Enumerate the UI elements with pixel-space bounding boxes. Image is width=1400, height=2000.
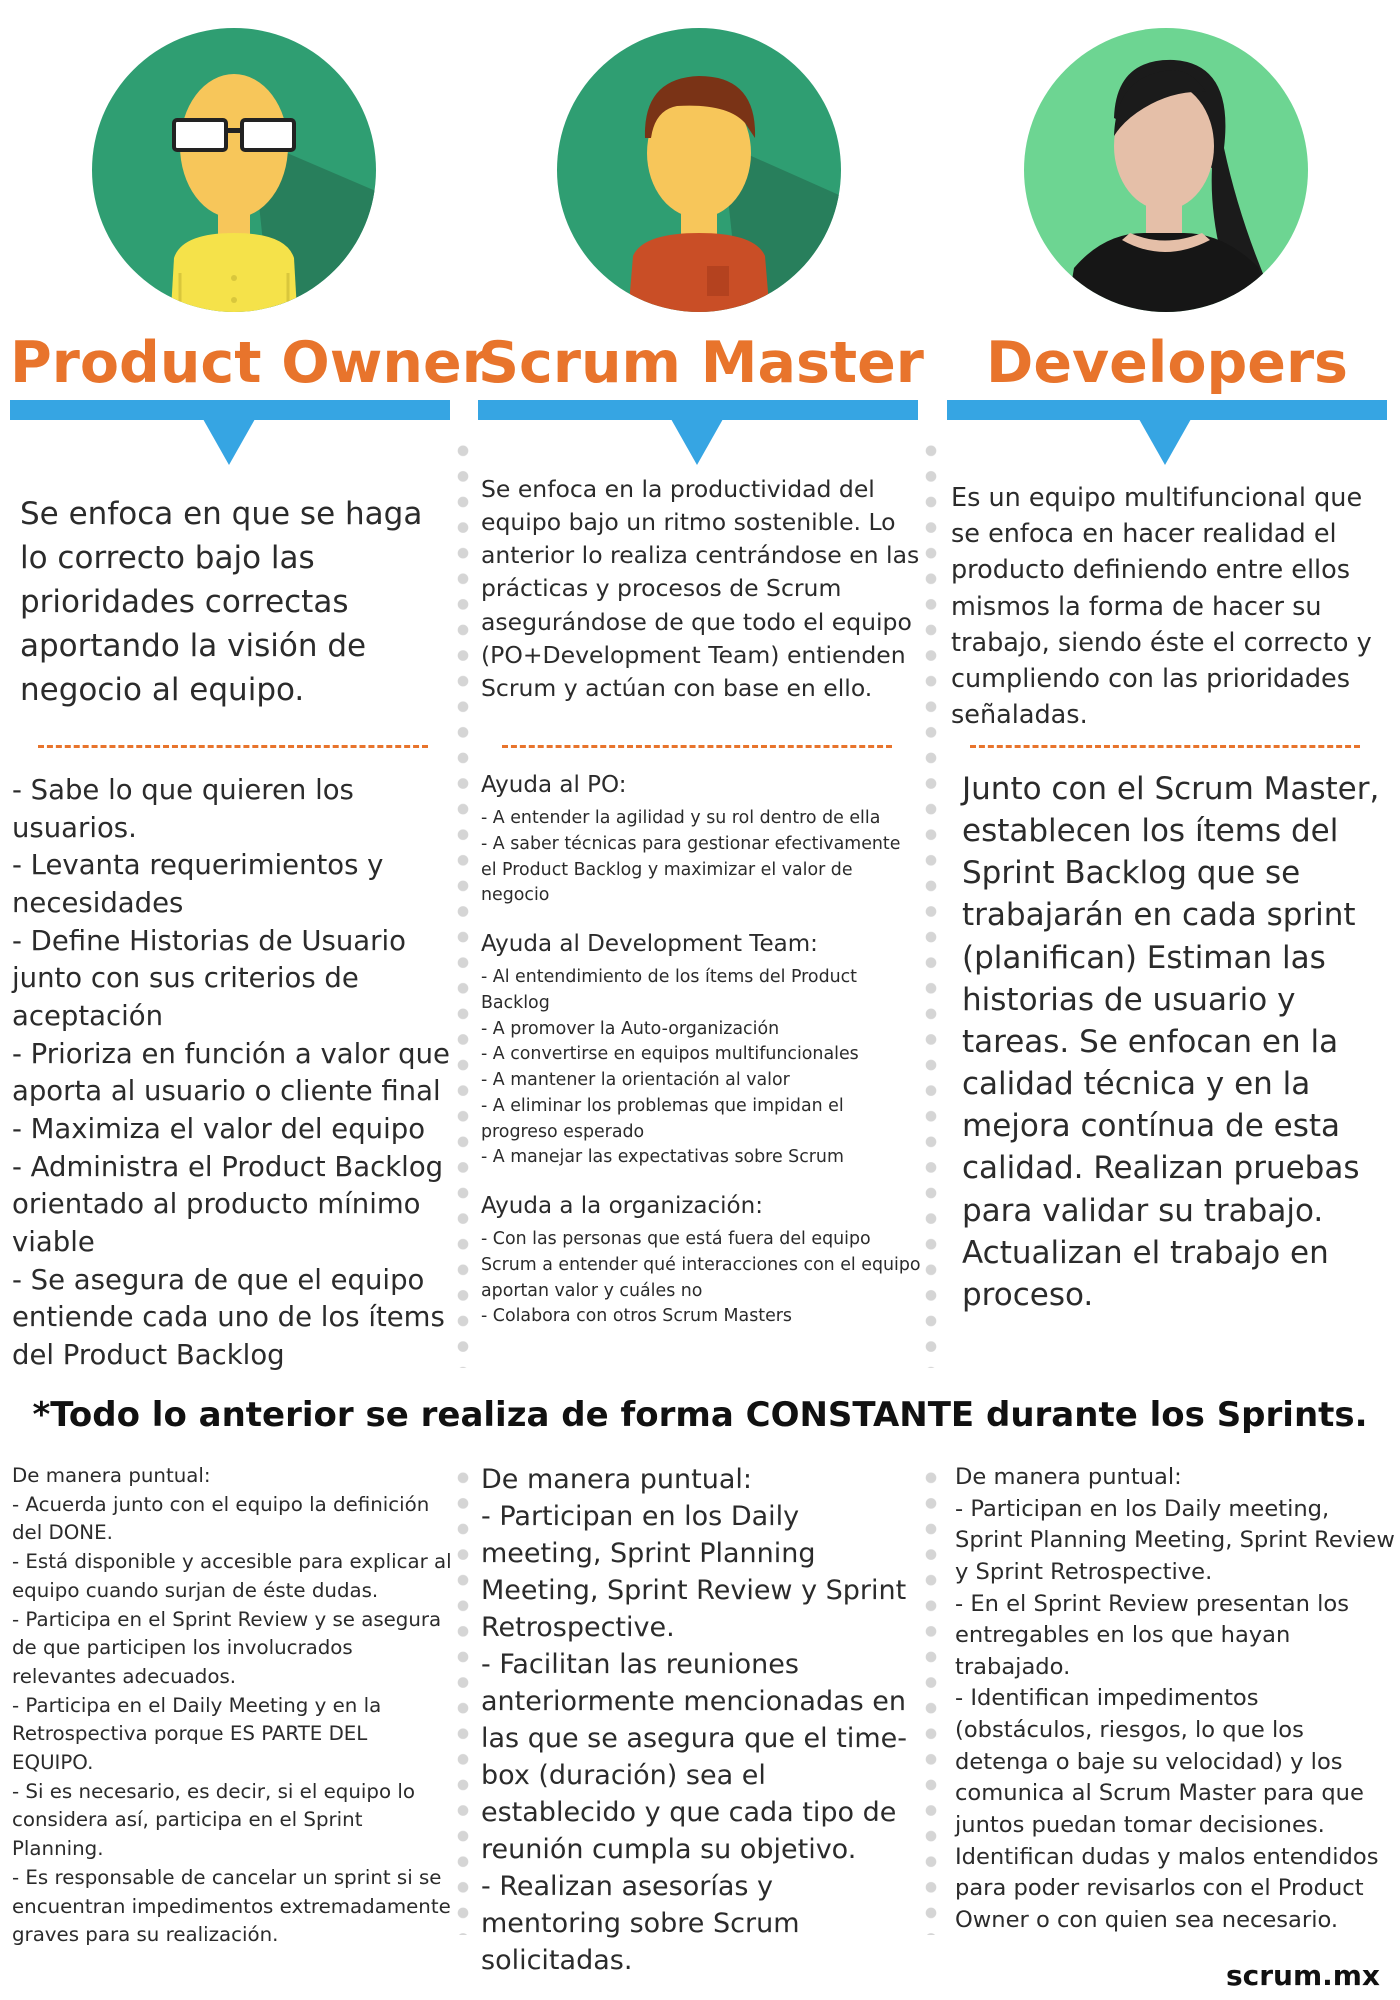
list-item: - A mantener la orientación al valor — [481, 1070, 790, 1090]
list-item: - A manejar las expectativas sobre Scrum — [481, 1147, 844, 1168]
dotted-divider — [924, 438, 938, 1368]
dashed-separator — [970, 745, 1360, 748]
list-item: - Al entendimiento de los ítems del Product Backlog — [481, 967, 858, 1013]
pointer-triangle — [671, 419, 723, 465]
person-male-icon — [557, 28, 841, 312]
product-owner-title: Product Owner — [10, 330, 490, 396]
help-group — [481, 1193, 921, 1330]
person-female-icon — [1024, 28, 1308, 312]
developers-avatar — [1024, 28, 1308, 312]
list-item: - Se asegura de que el equipo entiende cada uno de los ítems del Product Backlog — [12, 1263, 445, 1372]
list-item: - Acuerda junto con el equipo la definición del DONE. — [12, 1492, 430, 1545]
list-item: - Realizan asesorías y mentoring sobre Scrum solicitadas. — [481, 1870, 800, 1976]
list-item: - Participan en los Daily meeting, Sprint Planning Meeting, Sprint Review y Sprint Retrospective. — [955, 1495, 1395, 1585]
list-item: - A saber técnicas para gestionar efectivamente el Product Backlog y maximizar el valor de negocio — [481, 833, 901, 906]
section-heading: De manera puntual: — [481, 1464, 752, 1495]
product-owner-intro: Se enfoca en que se haga lo correcto bajo las prioridades correctas aportando la visión de negocio al equipo. — [20, 496, 423, 709]
list-item: - A entender la agilidad y su rol dentro de ella — [481, 808, 881, 828]
list-item: - A eliminar los problemas que impidan el progreso esperado — [481, 1095, 844, 1142]
scrum-master-title: Scrum Master — [478, 330, 924, 396]
pointer-triangle — [1139, 419, 1191, 465]
dotted-divider — [456, 1465, 470, 1935]
list-item: - Sabe lo que quieren los usuarios. — [12, 774, 354, 844]
scrum-master-help — [481, 772, 921, 1352]
list-item: - Facilitan las reuniones anteriormente mencionadas en las que se asegura que el time-box (duración) sea el establecido y que cada tipo de reunión cumpla su objetivo. — [481, 1648, 907, 1865]
brand-logo-text[interactable]: scrum.mx — [1225, 1959, 1380, 1992]
list-item: - Colabora con otros Scrum Masters — [481, 1306, 792, 1327]
list-item: - Define Historias de Usuario junto con sus criterios de aceptación — [12, 924, 406, 1033]
dotted-divider — [456, 438, 470, 1368]
help-heading: Ayuda al PO: — [481, 772, 627, 798]
list-item: - A promover la Auto-organización — [481, 1018, 780, 1039]
list-item: - Maximiza el valor del equipo — [12, 1113, 426, 1146]
list-item: - Participan en los Daily meeting, Sprint Planning Meeting, Sprint Review y Sprint Retrospective. — [481, 1500, 907, 1643]
product-owner-punctual — [12, 1462, 452, 1950]
list-item: - Administra el Product Backlog orientado al producto mínimo viable — [12, 1150, 444, 1259]
scrum-master-punctual — [481, 1462, 921, 1980]
section-heading: De manera puntual: — [12, 1464, 211, 1487]
list-item: - Participa en el Daily Meeting y en la Retrospectiva porque ES PARTE DEL EQUIPO. — [12, 1693, 382, 1775]
list-item: - Participa en el Sprint Review y se asegura de que participen los involucrados relevantes adecuados. — [12, 1607, 442, 1688]
help-group — [481, 931, 921, 1171]
developers-intro: Es un equipo multifuncional que se enfoca en hacer realidad el producto definiendo entre ellos mismos la forma de hacer su trabajo, siendo éste el correcto y cumpliendo con las prioridades señaladas. — [951, 483, 1372, 731]
product-owner-avatar — [92, 28, 376, 312]
pointer-triangle — [203, 419, 255, 465]
scrum-master-avatar — [557, 28, 841, 312]
dashed-separator — [38, 745, 428, 748]
developers-details: Junto con el Scrum Master, establecen los ítems del Sprint Backlog que se trabajarán en cada sprint (planifican) Estiman las historias de usuario y tareas. Se enfocan en la calidad técnica y en la mejora contínua de esta calidad. Realizan pruebas para validar su trabajo. Actualizan el trabajo en proceso. — [962, 771, 1380, 1313]
scrum-master-intro: Se enfoca en la productividad del equipo bajo un ritmo sostenible. Lo anterior lo realiza centrándose en las prácticas y procesos de Scrum asegurándose de que todo el equipo (PO+Development Team) entienden Scrum y actúan con base en ello. — [481, 475, 920, 702]
help-heading: Ayuda al Development Team: — [481, 931, 818, 957]
dotted-divider — [924, 1465, 938, 1935]
list-item: - Con las personas que está fuera del equipo Scrum a entender qué interacciones con el equipo aportan valor y cuáles no — [481, 1229, 921, 1301]
section-heading: De manera puntual: — [955, 1464, 1182, 1490]
dashed-separator — [502, 745, 892, 748]
list-item: - Levanta requerimientos y necesidades — [12, 849, 384, 920]
person-glasses-icon — [92, 28, 376, 312]
list-item: - Está disponible y accesible para explicar al equipo cuando surjan de éste dudas. — [12, 1550, 452, 1602]
list-item: - Si es necesario, es decir, si el equipo lo considera así, participa en el Sprint Planning. — [12, 1779, 415, 1861]
developers-title: Developers — [986, 330, 1348, 396]
help-group — [481, 772, 921, 909]
developers-punctual — [955, 1462, 1395, 1936]
help-heading: Ayuda a la organización: — [481, 1193, 763, 1219]
title-underline-bar — [947, 400, 1387, 420]
product-owner-responsibilities — [12, 772, 452, 1375]
list-item: - Identifican impedimentos (obstáculos, riesgos, lo que los detenga o baje su velocidad) y los comunica al Scrum Master para que juntos puedan tomar decisiones. Identifican dudas y malos entendidos para poder revisarlos con el Product Owner o con quien sea necesario. — [955, 1685, 1379, 1933]
title-underline-bar — [478, 400, 918, 420]
constant-banner: *Todo lo anterior se realiza de forma CONSTANTE durante los Sprints. — [32, 1395, 1368, 1435]
list-item: - Prioriza en función a valor que aporta al usuario o cliente final — [12, 1037, 450, 1108]
title-underline-bar — [10, 400, 450, 420]
list-item: - En el Sprint Review presentan los entregables en los que hayan trabajado. — [955, 1590, 1349, 1680]
list-item: - A convertirse en equipos multifuncionales — [481, 1044, 859, 1065]
list-item: - Es responsable de cancelar un sprint si se encuentran impedimentos extremadamente graves para su realización. — [12, 1865, 451, 1947]
